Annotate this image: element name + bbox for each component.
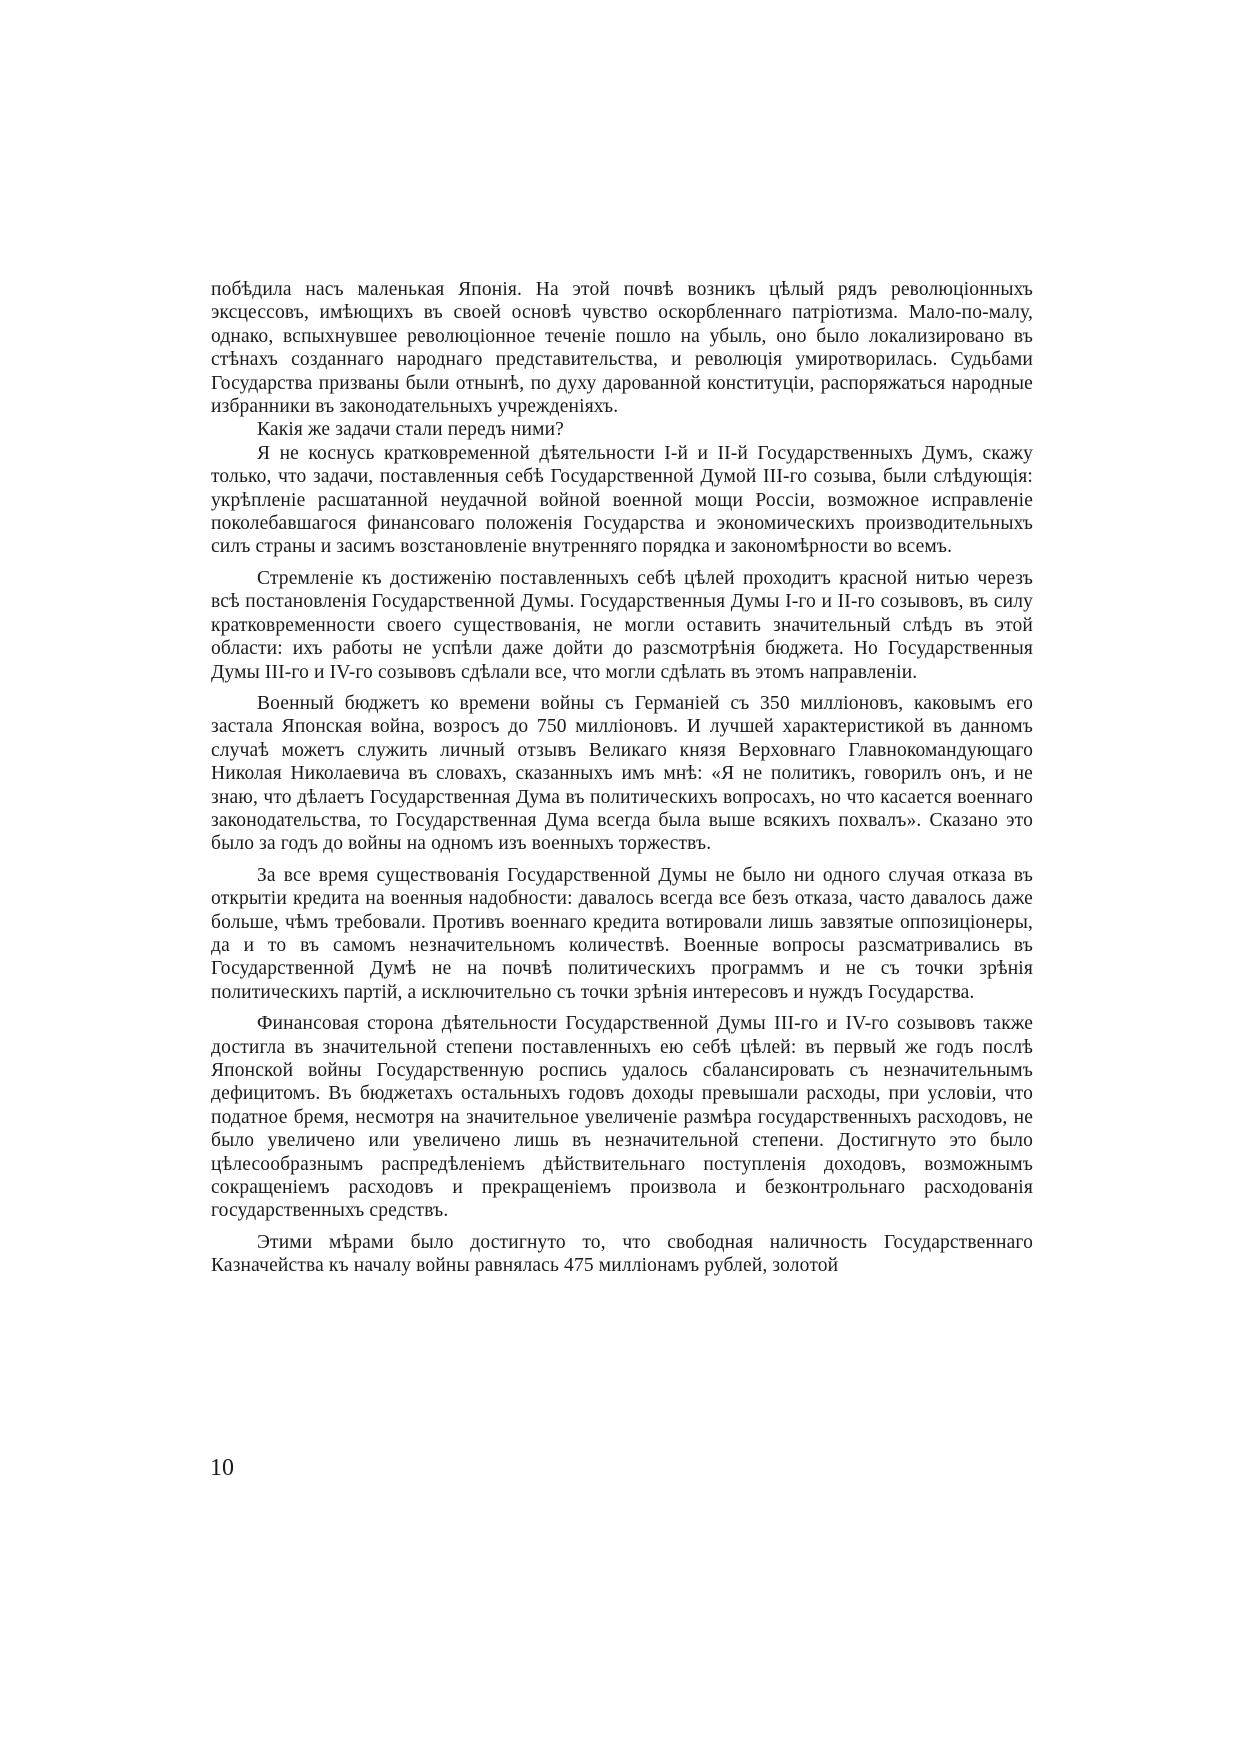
paragraph-2: Какія же задачи стали передъ ними? — [257, 419, 564, 441]
paragraph-5: Военный бюджетъ ко времени войны съ Германіей съ 350 милліоновъ, каковымъ его застала Японская война, возросъ до 750 милліоновъ. И лучшей характеристикой въ данномъ случаѣ можетъ служить личный отзывъ Великаго князя Верховнаго Главнокомандующаго Николая Николаевича въ словахъ, сказанныхъ имъ мнѣ: «Я не политикъ, говорилъ онъ, и не знаю, что дѣлаетъ Государственная Дума въ политическихъ вопросахъ, но что касается военнаго законодательства, то Государственная Дума всегда была выше всякихъ похвалъ». Сказано это было за годъ до войны на одномъ изъ военныхъ торжествъ. — [211, 692, 1033, 855]
paragraph-6: За все время существованія Государственной Думы не было ни одного случая отказа въ открытіи кредита на военныя надобности: давалось всегда все безъ отказа, часто давалось даже больше, чѣмъ требовали. Противъ военнаго кредита вотировали лишь завзятые оппозиціонеры, да и то въ самомъ незначительномъ количествѣ. Военные вопросы разсматривались въ Государственной Думѣ не на почвѣ политическихъ программъ и не съ точки зрѣнія политическихъ партій, а исключительно съ точки зрѣнія интересовъ и нуждъ Государства. — [211, 864, 1033, 1003]
paragraph-7: Финансовая сторона дѣятельности Государственной Думы III-го и IV-го созывовъ также достигла въ значительной степени поставленныхъ ею себѣ цѣлей: въ первый же годъ послѣ Японской войны Государственную роспись удалось сбалансировать съ незначительнымъ дефицитомъ. Въ бюджетахъ остальныхъ годовъ доходы превышали расходы, при условіи, что податное бремя, несмотря на значительное увеличеніе размѣра государственныхъ расходовъ, не было увеличено или увеличено лишь въ незначительной степени. Достигнуто это было цѣлесообразнымъ распредѣленіемъ дѣйствительнаго поступленія доходовъ, возможнымъ сокращеніемъ расходовъ и прекращеніемъ произвола и безконтрольнаго расходованія государственныхъ средствъ. — [211, 1013, 1033, 1222]
paragraph-3: Я не коснусь кратковременной дѣятельности I-й и II-й Государственныхъ Думъ, скажу только, что задачи, поставленныя себѣ Государственной Думой III-го созыва, были слѣдующія: укрѣпленіе расшатанной неудачной войной военной мощи Россіи, возможное исправленіе поколебавшагося финансоваго положенія Государства и экономическихъ производительныхъ силъ страны и засимъ возстановленіе внутренняго порядка и закономѣрности во всемъ. — [211, 442, 1033, 558]
paragraph-1: побѣдила насъ маленькая Японія. На этой почвѣ возникъ цѣлый рядъ революціонныхъ эксцессовъ, имѣющихъ въ своей основѣ чувство оскорбленнаго патріотизма. Мало-по-малу, однако, вспыхнувшее революціонное теченіе пошло на убыль, оно было локализировано въ стѣнахъ созданнаго народнаго представительства, и революція умиротворилась. Судьбами Государства призваны были отнынѣ, по духу дарованной конституціи, распоряжаться народные избранники въ законодательныхъ учрежденіяхъ. — [211, 279, 1033, 418]
page-number: 10 — [210, 1455, 234, 1481]
body-text — [211, 278, 1033, 1278]
paragraph-4: Стремленіе къ достиженію поставленныхъ себѣ цѣлей проходитъ красной нитью черезъ всѣ постановленія Государственной Думы. Государственныя Думы I-го и II-го созывовъ, въ силу кратковременности своего существованія, не могли оставить значительный слѣдъ въ этой области: ихъ работы не успѣли даже дойти до разсмотрѣнія бюджета. Но Государственныя Думы III-го и IV-го созывовъ сдѣлали все, что могли сдѣлать въ этомъ направленіи. — [211, 567, 1033, 683]
paragraph-8: Этими мѣрами было достигнуто то, что свободная наличность Государственнаго Казначейства къ началу войны равнялась 475 милліонамъ рублей, золотой — [211, 1231, 1033, 1277]
